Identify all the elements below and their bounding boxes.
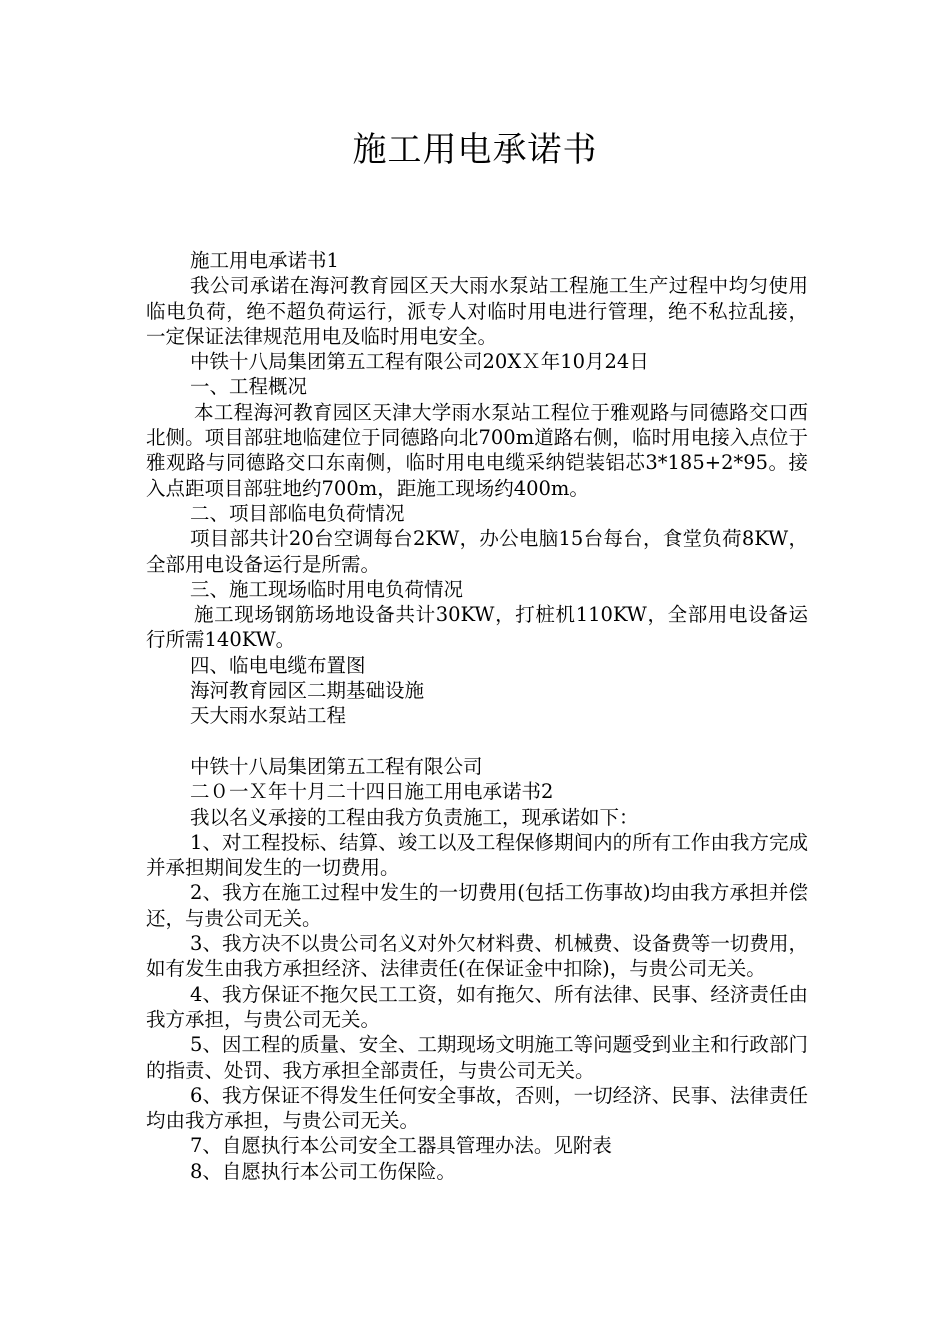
list-item-6: 6、我方保证不得发生任何安全事故，否则，一切经济、民事、法律责任均由我方承担，与贵公司无关。 [146, 1083, 808, 1133]
paragraph-project-line-2: 天大雨水泵站工程 [190, 704, 347, 728]
list-item-1: 1、对工程投标、结算、竣工以及工程保修期间内的所有工作由我方完成并承担期间发生的一切费用。 [146, 830, 808, 880]
list-item-2: 2、我方在施工过程中发生的一切费用(包括工伤事故)均由我方承担并偿还，与贵公司无关。 [146, 881, 808, 930]
list-item-4: 4、我方保证不拖欠民工工资，如有拖欠、所有法律、民事、经济责任由我方承担，与贵公司无关。 [146, 982, 808, 1031]
section-heading-office-load: 二、项目部临电负荷情况 [190, 501, 405, 525]
paragraph-commitment: 我公司承诺在海河教育园区天大雨水泵站工程施工生产过程中均匀使用临电负荷，绝不超负荷运行，派专人对临时用电进行管理，绝不私拉乱接，一定保证法律规范用电及临时用电安全。 [146, 274, 808, 348]
blank-line [146, 729, 808, 754]
list-item-7: 7、自愿执行本公司安全工器具管理办法。见附表 [190, 1134, 612, 1158]
list-item-3: 3、我方决不以贵公司名义对外欠材料费、机械费、设备费等一切费用，如有发生由我方承担经济、法律责任(在保证金中扣除)，与贵公司无关。 [146, 932, 808, 981]
paragraph-intro: 我以名义承接的工程由我方负责施工，现承诺如下： [190, 805, 639, 829]
paragraph-office-load: 项目部共计20台空调每台2KW，办公电脑15台每台，食堂负荷8KW，全部用电设备运行是所需。 [146, 527, 808, 576]
paragraph-company: 中铁十八局集团第五工程有限公司 [190, 754, 483, 778]
list-item-8: 8、自愿执行本公司工伤保险。 [190, 1159, 456, 1183]
paragraph-signature-date: 中铁十八局集团第五工程有限公司20XＸ年10月24日 [190, 350, 649, 374]
section-heading-overview: 一、工程概况 [190, 375, 308, 399]
document-title: 施工用电承诺书 [352, 130, 598, 170]
paragraph-site-load: 施工现场钢筋场地设备共计30KW，打桩机110KW，全部用电设备运行所需140KW。 [146, 603, 808, 652]
document-body [146, 248, 808, 1184]
paragraph-heading-1: 施工用电承诺书1 [190, 249, 339, 272]
section-heading-cable-layout: 四、临电电缆布置图 [190, 653, 366, 677]
section-heading-site-load: 三、施工现场临时用电负荷情况 [190, 577, 464, 601]
paragraph-overview: 本工程海河教育园区天津大学雨水泵站工程位于雅观路与同德路交口西北侧。项目部驻地临建位于同德路向北700m道路右侧，临时用电接入点位于雅观路与同德路交口东南侧，临时用电电缆采纳铠装铝芯3*185+2*95。接入点距项目部驻地约700m，距施工现场约400m。 [146, 400, 808, 500]
paragraph-project-line-1: 海河教育园区二期基础设施 [190, 679, 425, 703]
paragraph-date-heading-2: 二０一Ｘ年十月二十四日施工用电承诺书2 [190, 780, 554, 804]
list-item-5: 5、因工程的质量、安全、工期现场文明施工等问题受到业主和行政部门的指责、处罚、我方承担全部责任，与贵公司无关。 [146, 1033, 808, 1082]
